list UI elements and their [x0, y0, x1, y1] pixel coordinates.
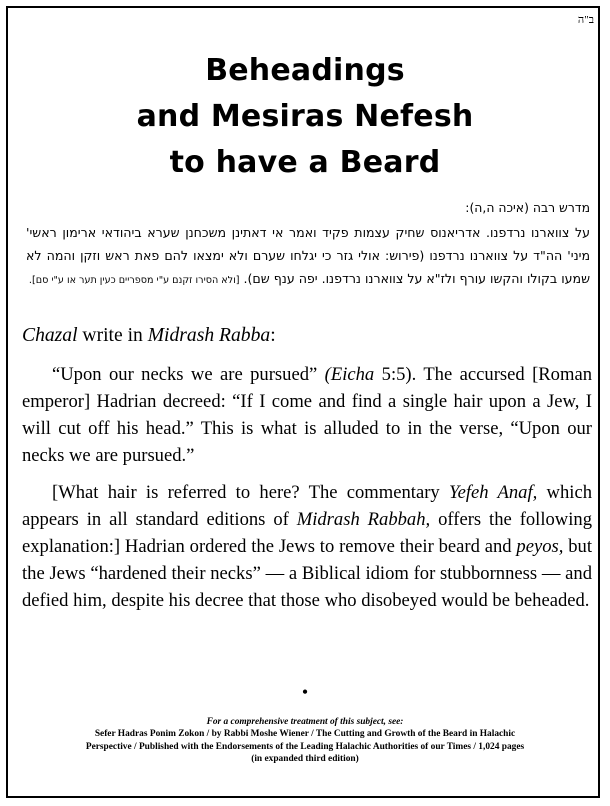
- intro-mid-text: write in: [77, 325, 148, 346]
- footer-intro: For a comprehensive treatment of this subject, see:: [206, 717, 404, 727]
- p2-text-d: but the Jews “hardened their necks” — a Biblical idiom for stubbornness — and defied him, despite his decree that those who disobeyed would be beheaded.: [22, 536, 592, 611]
- intro-midrash: Midrash Rabba: [147, 325, 271, 346]
- footer-line-2: Perspective / Published with the Endorsements of the Leading Halachic Authorities of our Times / 1,024 pages: [85, 741, 525, 752]
- intro-chazal: Chazal: [22, 325, 78, 346]
- p2-text-b: which appears in all standard editions of: [22, 482, 592, 530]
- p2-peyos: peyos,: [516, 536, 564, 557]
- p2-yefeh-anaf: Yefeh Anaf,: [448, 482, 538, 503]
- title-line-1: Beheadings: [205, 53, 405, 88]
- title-line-2: and Mesiras Nefesh: [136, 99, 474, 134]
- footer-line-3: (in expanded third edition): [251, 754, 359, 765]
- page-title: [0, 48, 610, 186]
- footer-reference: [20, 716, 590, 766]
- hebrew-body: [26, 221, 590, 292]
- english-translation: [22, 322, 592, 614]
- hebrew-source-text: [26, 196, 590, 292]
- title-line-3: to have a Beard: [169, 145, 441, 180]
- hebrew-body-text: על צווארנו נרדפנו. אדריאנוס שחיק עצמות פקיד ואמר אי דאתינן משכחנן שערא ביהודאי ארימון ראשי' מיני' הה"ד על צווארנו נרדפנו (פירוש: אולי גזר כי יגלחו שערם ולא ימצאו להם פאת ראש וזקן והמה לא שמעו בקולו והקשו עורף ולז"א על צווארנו נרדפנו. יפה ענף שם).: [26, 225, 590, 286]
- p2-midrash-rabbah: Midrash Rabbah,: [296, 509, 431, 530]
- intro-colon: :: [270, 325, 276, 346]
- english-paragraph-2: [22, 479, 592, 614]
- p2-text-c: offers the following explanation:] Hadrian ordered the Jews to remove their beard and: [22, 509, 592, 557]
- hebrew-note: [ולא הסירו זקנם ע"י מספריים כעין תער או ע"י סם].: [28, 275, 240, 286]
- footer-line-1: Sefer Hadras Ponim Zokon / by Rabbi Moshe Wiener / The Cutting and Growth of the Beard in Halachic: [94, 729, 516, 740]
- p1-text-b: 5:5). The accursed [Roman emperor] Hadrian decreed: “If I come and find a single hair upon a Jew, I will cut off his head.” This is what is alluded to in the verse, “Upon our necks we are pursued.”: [22, 364, 592, 466]
- english-paragraph-1: [22, 361, 592, 469]
- p1-eicha-ref: (Eicha: [324, 364, 375, 385]
- separator-bullet: •: [301, 682, 309, 702]
- p2-text-a: [What hair is referred to here? The commentary: [52, 482, 449, 503]
- bh-marker: ב"ה: [577, 14, 594, 26]
- hebrew-heading: מדרש רבה (איכה ה,ה):: [465, 200, 590, 215]
- p1-text-a: “Upon our necks we are pursued”: [52, 364, 325, 385]
- english-intro: [22, 322, 592, 349]
